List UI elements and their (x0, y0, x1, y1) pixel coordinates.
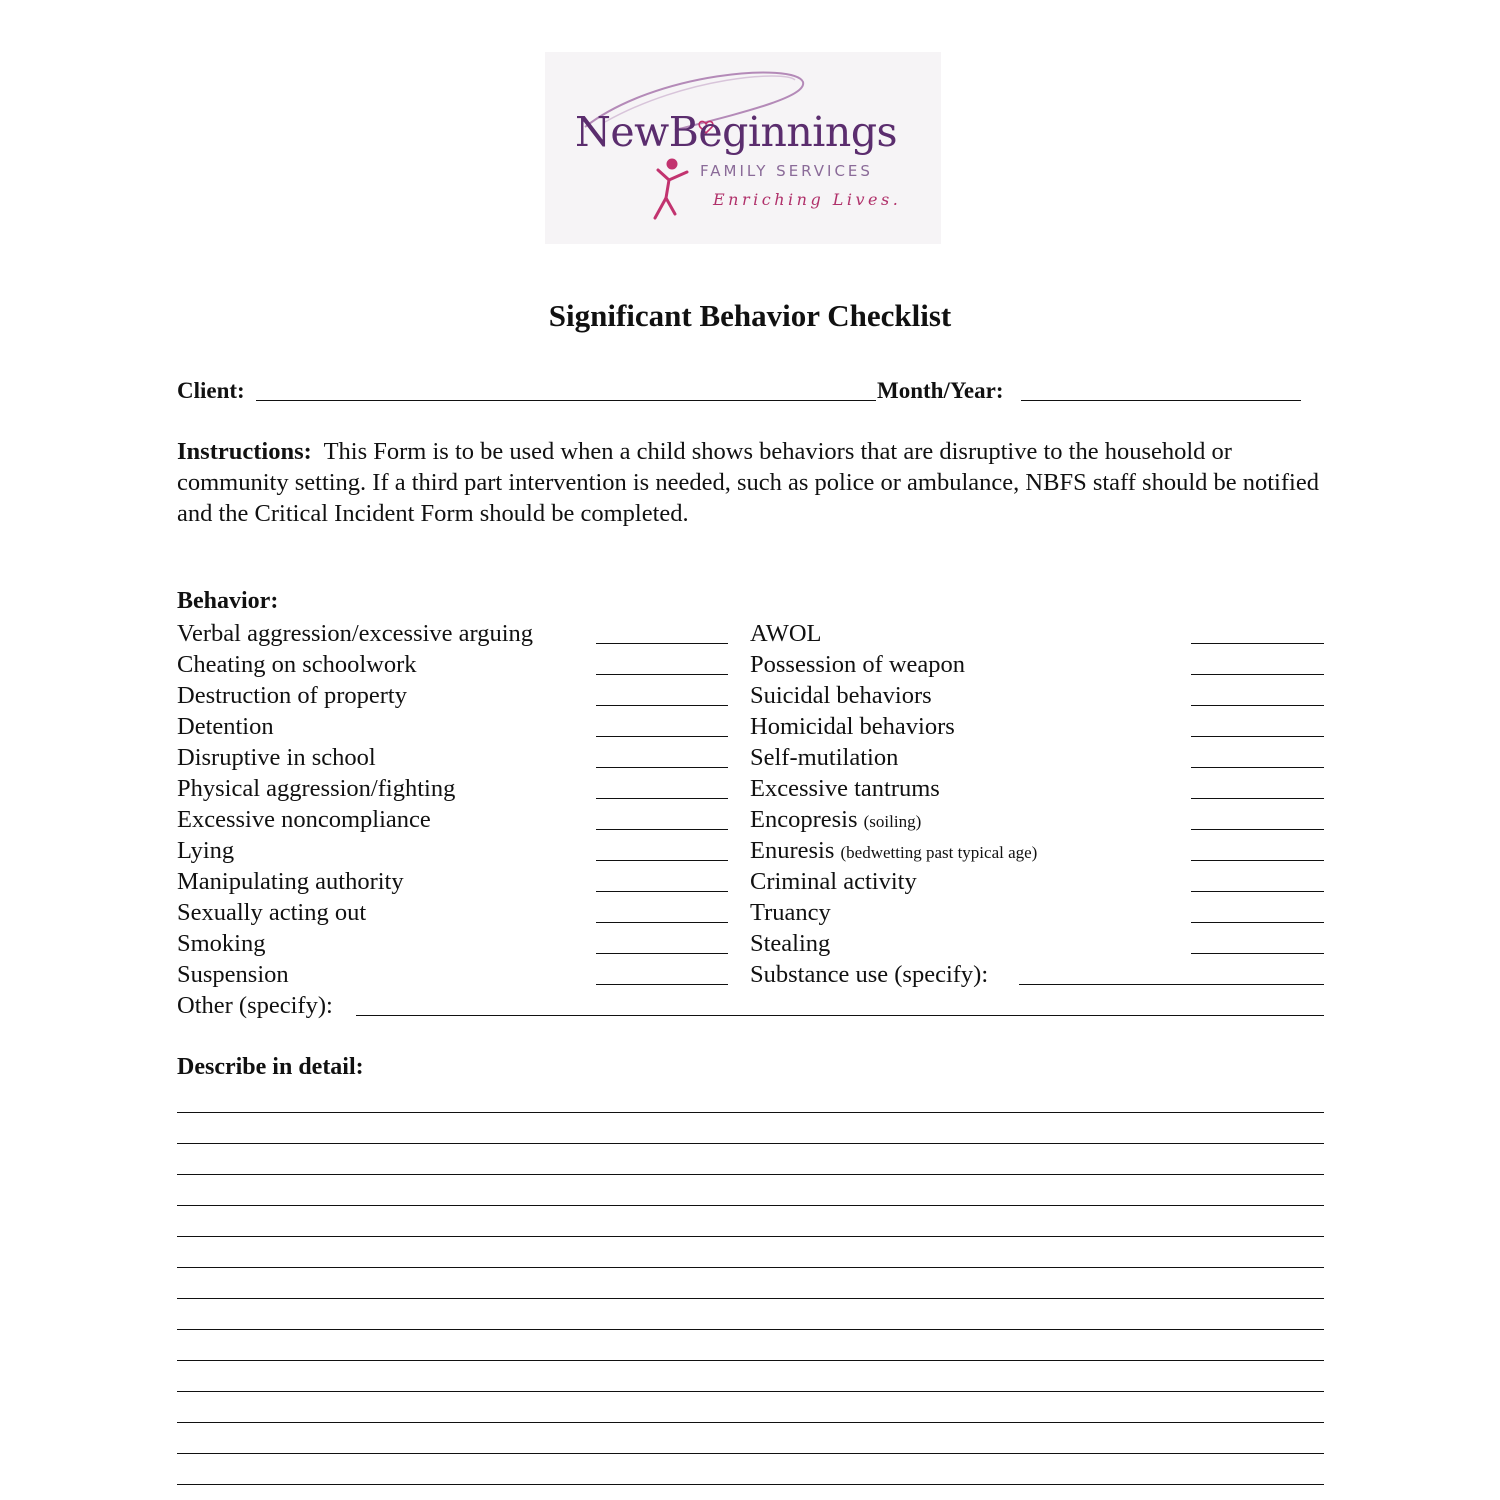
instructions-text: This Form is to be used when a child shows behaviors that are disruptive to the household or community setting. If a third part intervention is needed, such as police or ambulance, NBFS staff should be notified and the Critical Incident Form should be completed. (177, 438, 1319, 527)
behavior-item: Criminal activity (750, 868, 917, 895)
behavior-item: Cheating on schoolwork (177, 651, 417, 678)
behavior-blank[interactable] (596, 891, 728, 892)
behavior-item: Excessive noncompliance (177, 806, 431, 833)
instructions (177, 436, 1327, 529)
behavior-blank[interactable] (1191, 767, 1324, 768)
other-specify-field[interactable] (356, 1015, 1324, 1016)
behavior-blank[interactable] (596, 736, 728, 737)
behavior-item: Verbal aggression/excessive arguing (177, 620, 534, 647)
describe-line[interactable] (177, 1236, 1324, 1237)
behavior-item: Suicidal behaviors (750, 682, 932, 709)
client-field[interactable] (256, 400, 876, 401)
behavior-blank[interactable] (1191, 705, 1324, 706)
behavior-item: Manipulating authority (177, 868, 404, 895)
describe-line[interactable] (177, 1484, 1324, 1485)
behavior-blank[interactable] (596, 860, 728, 861)
logo-subtitle: FAMILY SERVICES (700, 162, 873, 180)
describe-line[interactable] (177, 1205, 1324, 1206)
describe-line[interactable] (177, 1267, 1324, 1268)
behavior-item: Excessive tantrums (750, 775, 940, 802)
behavior-blank[interactable] (596, 953, 728, 954)
behavior-item: Smoking (177, 930, 266, 957)
behavior-item: Suspension (177, 961, 289, 988)
behavior-blank[interactable] (1191, 736, 1324, 737)
substance-use-field[interactable] (1019, 984, 1324, 985)
describe-line[interactable] (177, 1360, 1324, 1361)
behavior-blank[interactable] (596, 922, 728, 923)
behavior-blank[interactable] (596, 643, 728, 644)
behavior-note: (bedwetting past typical age) (840, 843, 1038, 862)
behavior-item: Stealing (750, 930, 831, 957)
behavior-item: Sexually acting out (177, 899, 367, 926)
behavior-blank[interactable] (1191, 860, 1324, 861)
behavior-item: Truancy (750, 899, 831, 926)
month-year-label: Month/Year: (877, 378, 1004, 403)
page-title: Significant Behavior Checklist (548, 298, 952, 333)
behavior-blank[interactable] (1191, 953, 1324, 954)
behavior-blank[interactable] (596, 798, 728, 799)
behavior-blank[interactable] (596, 674, 728, 675)
behavior-blank[interactable] (1191, 922, 1324, 923)
other-specify-label: Other (specify): (177, 992, 333, 1019)
describe-line[interactable] (177, 1143, 1324, 1144)
behavior-item: Physical aggression/fighting (177, 775, 456, 802)
behavior-blank[interactable] (596, 705, 728, 706)
describe-line[interactable] (177, 1453, 1324, 1454)
month-year-field[interactable] (1021, 400, 1301, 401)
instructions-label: Instructions: (177, 438, 312, 465)
describe-line[interactable] (177, 1391, 1324, 1392)
substance-use-label: Substance use (specify): (750, 961, 989, 988)
behavior-note: (soiling) (863, 812, 922, 831)
client-label: Client: (177, 378, 245, 403)
behavior-heading: Behavior: (177, 588, 279, 614)
behavior-item: Destruction of property (177, 682, 407, 709)
behavior-item: Homicidal behaviors (750, 713, 955, 740)
behavior-blank[interactable] (1191, 829, 1324, 830)
logo-brand: NewBeginnings (575, 108, 898, 156)
behavior-blank[interactable] (1191, 674, 1324, 675)
describe-line[interactable] (177, 1422, 1324, 1423)
behavior-item: Encopresis (soiling) (750, 806, 922, 833)
describe-heading: Describe in detail: (177, 1054, 364, 1080)
behavior-blank[interactable] (1191, 891, 1324, 892)
logo-tagline: Enriching Lives. (713, 190, 902, 209)
behavior-blank[interactable] (596, 984, 728, 985)
behavior-item: Enuresis (bedwetting past typical age) (750, 837, 1038, 864)
figure-icon (655, 160, 687, 218)
behavior-item: Detention (177, 713, 274, 740)
behavior-blank[interactable] (596, 767, 728, 768)
behavior-item: Lying (177, 837, 235, 864)
logo (545, 52, 941, 244)
describe-line[interactable] (177, 1174, 1324, 1175)
behavior-item: Possession of weapon (750, 651, 966, 678)
describe-line[interactable] (177, 1329, 1324, 1330)
describe-line[interactable] (177, 1112, 1324, 1113)
behavior-item: Self-mutilation (750, 744, 899, 771)
behavior-item: Disruptive in school (177, 744, 376, 771)
behavior-blank[interactable] (1191, 798, 1324, 799)
describe-line[interactable] (177, 1298, 1324, 1299)
behavior-blank[interactable] (1191, 643, 1324, 644)
behavior-item: AWOL (750, 620, 822, 647)
behavior-blank[interactable] (596, 829, 728, 830)
